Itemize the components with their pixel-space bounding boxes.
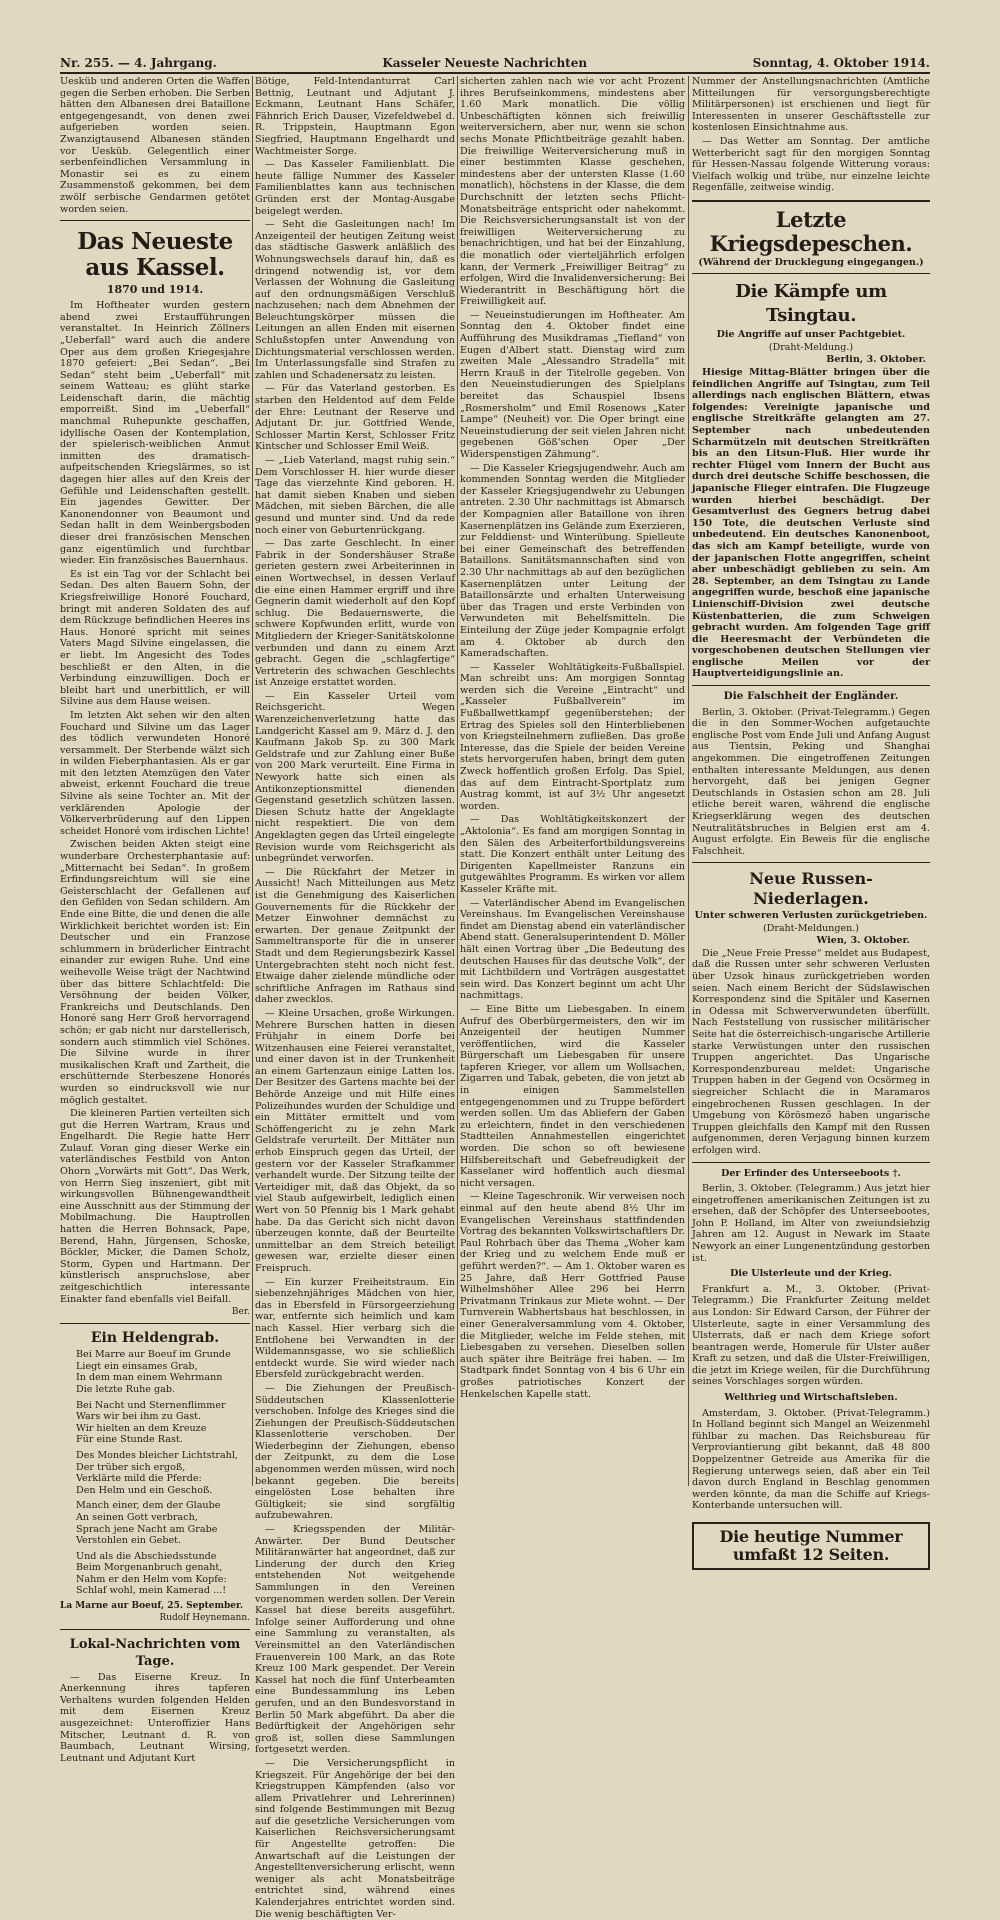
poem-line: In dem man einem Wehrmann [76, 1372, 223, 1384]
paragraph: Zwischen beiden Akten steigt eine wunderbare Orchesterphantasie auf: „Mitternacht bei Sedan“. In großem Erfindungsreichtum will sie eine Geisterschlacht der Gefallenen auf den Gefilden von Sedan schildern. Am Ende eine Bitte, die und denen die alle Wirklichkeit berichtet worden ist: Ein Deutscher und ein Franzose schlummern in brüderlicher Eintracht einander zur ewigen Ruhe. Und eine weihevolle Weise trägt der Nachtwind über das bittere Schlachtfeld: Die Versöhnung der beiden Völker, Frankreichs und Deutschlands. Den Honoré sang Herr Groß hervorragend schön; er gab nicht nur darstellerisch, sondern auch stimmlich viel Schönes. Die Silvine wurde in ihrer musikalischen Kraft und Zartheit, die erschütternde Sterbeszene Honorés wurden so eindrucksvoll wie nur möglich gestaltet. [60, 839, 250, 1106]
dateline: Wien, 3. Oktober. [816, 935, 910, 947]
column-2 [255, 76, 455, 1920]
poem-line: Beim Morgenanbruch genaht, [76, 1562, 223, 1574]
subheadline: Unter schweren Verlusten zurückgetrieben. [694, 910, 928, 922]
paragraph: Nummer der Anstellungsnachrichten (Amtliche Mitteilungen für versorgungsberechtigte Militärpersonen) ist erschienen und liegt für Interessenten in unserer Geschäftsstelle zur kostenlosen Einsichtnahme aus. [692, 76, 930, 134]
poem-line: Wir hielten an dem Kreuze [76, 1422, 207, 1434]
poem-line: Den Helm und ein Geschoß. [76, 1484, 213, 1496]
paragraph: — Das Wetter am Sonntag. Der amtliche Wetterbericht sagt für den morgigen Sonntag für Hessen-Nassau folgende Witterung voraus: Vielfach wolkig und trübe, nur einzelne leichte Regenfälle, zeitweise windig. [692, 135, 930, 194]
column-divider [457, 76, 458, 1486]
paragraph: Bötige, Feld-Intendanturrat Carl Bettnig, Leutnant und Adjutant J. Eckmann, Leutnant Hans Schäfer, Fähnrich Erich Dauser, Vizefeldwebel d. R. Trippstein, Hauptmann Egon Siegfried, Hauptmann Engelhardt und Wachtmeister Sorge. [255, 76, 455, 157]
paragraph: — Das Wohltätigkeitskonzert der „Aktolonia“. Es fand am morgigen Sonntag in den Sälen des Arbeiterfortbildungsvereins statt. Die Konzert enthält unter Leitung des Dirigenten Kapellmeister Ranzuns ein gutgewähltes Programm. Es wirken vor allem Kasseler Kräfte mit. [460, 814, 685, 895]
paragraph: — Die Rückfahrt der Metzer in Aussicht! Nach Mitteilungen aus Metz ist die Genehmigung des Kaiserlichen Gouvernements für die Rückkehr der Metzer Einwohner demnächst zu erwarten. Der genaue Zeitpunkt der Sammeltransporte für die in unserer Stadt und dem Regierungsbezirk Kassel Untergebrachten steht noch nicht fest. Etwaige daher zielende mündliche oder schriftliche Anfragen im Rathaus sind daher zwecklos. [255, 866, 455, 1006]
paragraph: Im letzten Akt sehen wir den alten Fouchard und Silvine um das Lager des tödlich verwundeten Honoré versammelt. Der Sterbende wälzt sich in wilden Fieberphantasien. Als er gar mit den letzten Atemzügen den Vater abweist, erkennt Fouchard die treue Silvine als seine Tochter an. Mit der verklärenden Apologie der Völkerverbrüderung auf den Lippen scheidet Honoré vom irdischen Lichte! [60, 709, 250, 837]
poem-line: Verklärte mild die Pferde: [76, 1473, 202, 1485]
paragraph: — Das Eiserne Kreuz. In Anerkennung ihres tapferen Verhaltens wurden folgenden Helden mit dem Eisernen Kreuz ausgezeichnet: Unteroffizier Hans Mitscher, Leutnant d. R. von Baumbach, Leutnant Wirsing, Leutnant und Adjutant Kurt [60, 1671, 250, 1764]
column-divider [252, 76, 253, 1486]
masthead-line [60, 54, 930, 72]
dateline: Berlin, 3. Oktober. [826, 354, 926, 366]
divider [692, 273, 930, 274]
paragraph: — Vaterländischer Abend im Evangelischen Vereinshaus. Im Evangelischen Vereinshause findet am Dienstag abend ein vaterländischer Abend statt. Generalsuperintendent D. Möller hält einen Vortrag über „Die Bedeutung des deutschen Hauses für das deutsche Volk“, der mit Lichtbildern und Vorträgen ausgestattet sein wird. Das Konzert beginnt um acht Uhr nachmittags. [460, 897, 685, 1002]
author-signature: Ber. [231, 1307, 250, 1318]
page-count-box: Die heutige Nummer umfaßt 12 Seiten. [692, 1522, 930, 1570]
poem-line: Sprach jene Nacht am Grabe [76, 1523, 218, 1535]
paragraph: Amsterdam, 3. Oktober. (Privat-Telegramm.) In Holland beginnt sich Mangel an Weizenmehl fühlbar zu machen. Das Reichsbureau für Verproviantierung gibt bekannt, daß 48 800 Doppelzentner Getreide aus Amerika für die Regierung unterwegs seien, daß aber ein Teil davon durch England in Beschlag genommen werden könnte, da man die Schiffe auf Kriegs-Konterbande untersuchen will. [692, 1407, 930, 1512]
poem-line: Bei Marre aur Boeuf im Grunde [76, 1349, 231, 1361]
paragraph: — Für das Vaterland gestorben. Es starben den Heldentod auf dem Felde der Ehre: Leutnant der Reserve und Adjutant Dr. jur. Gottfried Wende, Schlosser Martin Kerst, Schlosser Fritz Kintscher und Schlosser Emil Weiß. [255, 383, 455, 453]
paragraph: — Ein kurzer Freiheitstraum. Ein siebenzehnjähriges Mädchen von hier, das in Ebersfeld in Fürsorgeerziehung war, entfernte sich heimlich und kam nach Kassel. Hier verbarg sich die Entflohene bei Verwandten in der Wildemannsgasse, wo sie schließlich entdeckt wurde. Sie wird wieder nach Ebersfeld zurückgebracht werden. [255, 1276, 455, 1381]
newspaper-name: Kasseler Neueste Nachrichten [382, 56, 588, 70]
poem-line: Für eine Stunde Rast. [76, 1434, 183, 1446]
poem-line: Liegt ein einsames Grab, [76, 1360, 198, 1372]
paragraph: — Kriegsspenden der Militär-Anwärter. Der Bund Deutscher Militäranwärter hat angeordnet, daß zur Linderung der durch den Krieg entstehenden Not weitgehende Sammlungen in den Vereinen vorgenommen werden sollen. Der Verein Kassel hat diese bereits ausgeführt. Infolge seiner Aufforderung und ohne eine Sammlung zu veranstalten, als Vereinsmittel an den Vaterländischen Frauenverein 100 Mark, an das Rote Kreuz 100 Mark gespendet. Der Verein Kassel hat noch die fünf Unterbeamten eine Bundessammlung ins Leben gerufen, und an den Bundesvorstand in Berlin 50 Mark abgeführt. Da aber die Bedürftigkeit der Angehörigen sehr groß ist, sollen diese Sammlungen fortgesetzt werden. [255, 1524, 455, 1756]
paragraph: Frankfurt a. M., 3. Oktober. (Privat-Telegramm.) Die Frankfurter Zeitung meldet aus London: Sir Edward Carson, der Führer der Ulsterleute, sagte in einer Versammlung des Ulsterrats, daß er nach dem Kriege sofort beantragen werde, Homerule für Ulster außer Kraft zu setzen, und daß die Ulster-Freiwilligen, die jetzt im Kriege weilen, für die Durchführung seines Vorschlages sorgen würden. [692, 1283, 930, 1388]
paragraph: — Das zarte Geschlecht. In einer Fabrik in der Sondershäuser Straße gerieten gestern zwei Arbeiterinnen in einen Wortwechsel, in dessen Verlauf die eine einen Hammer ergriff und ihre Gegnerin damit wiederholt auf den Kopf schlug. Die Bedauernswerte, die schwere Kopfwunden erlitt, wurde von Mitgliedern der Krieger-Sanitätskolonne verbunden und dann zu einem Arzt gebracht. Gegen die „schlagfertige“ Vertreterin des schwachen Geschlechts ist Anzeige erstattet worden. [255, 538, 455, 689]
divider [60, 1629, 250, 1630]
poem [76, 1349, 250, 1597]
paragraph: — Eine Bitte um Liebesgaben. In einem Aufruf des Oberbürgermeisters, den wir im Anzeigenteil der heutigen Nummer veröffentlichen, wird die Kasseler Bürgerschaft um Liebesgaben für unsere tapferen Krieger, vor allem um Wollsachen, Zigarren und Tabak, gebeten, die von jetzt ab in einigen Sammelstellen entgegengenommen und zu Truppe befördert werden sollen. Um das Abliefern der Gaben zu erleichtern, findet in den verschiedenen Stadtteilen Annahmestellen eingerichtet worden. Die schon so oft bewiesene Hilfsbereitschaft und Gebefreudigkeit der Kasselaner wird hoffentlich auch diesmal nicht versagen. [460, 1003, 685, 1189]
paragraph: Es ist ein Tag vor der Schlacht bei Sedan. Des alten Bauern Sohn, der Kriegsfreiwillige Honoré Fouchard, bringt mit anderen Soldaten des auf dem Rückzuge befindlichen Heeres ins Haus. Honoré spricht mit seines Vaters Magd Silvine eingelassen, die er liebt. Im Angesicht des Todes beschließt er den Alten, in die Verbindung einzuwilligen. Doch er bleibt hart und unerbittlich, er will Silvine aus dem Hause weisen. [60, 568, 250, 708]
column-divider [688, 76, 689, 1486]
poem-place: La Marne aur Boeuf, 25. September. [60, 1601, 244, 1612]
divider [692, 685, 930, 686]
poem-line: An seinen Gott verbrach, [76, 1511, 198, 1523]
article-title-1870: 1870 und 1914. [106, 283, 204, 297]
poem-line: Des Mondes bleicher Lichtstrahl, [76, 1449, 238, 1461]
poem-line: Nahm er den Helm vom Kopfe: [76, 1573, 227, 1585]
headline-tsingtau: Die Kämpfe um Tsingtau. [735, 281, 887, 327]
source-line: (Draht-Meldung.) [768, 341, 854, 353]
paragraph: — Neueinstudierungen im Hoftheater. Am Sonntag den 4. Oktober findet eine Aufführung des Musikdramas „Tiefland“ von Eugen d'Albert statt. Dienstag wird zum zweiten Male „Alessandro Stradella“ mit Herrn Krauß in der Titelrolle gegeben. Von den Neueinstudierungen des Spielplans bereitet das Schauspiel Ibsens „Rosmersholm“ und Emil Rosenows „Kater Lampe“ (Neuheit) vor. Die Oper bringt eine Neueinstudierung der seit vielen Jahren nicht gegebenen Göß'schen Oper „Der Widerspenstigen Zähmung“. [460, 309, 685, 460]
subheadline: Die Angriffe auf unser Pachtgebiet. [716, 329, 906, 341]
paragraph: — „Lieb Vaterland, magst ruhig sein.“ Dem Vorschlosser H. hier wurde dieser Tage das vierzehnte Kind geboren. H. hat damit sieben Knaben und sieben Mädchen, mit sieben Bärchen, die alle gesund und munter sind. Und da rede noch einer von Geburtenrückgang. [255, 455, 455, 536]
column-1 [60, 76, 250, 1764]
paragraph: Die „Neue Freie Presse“ meldet aus Budapest, daß die Russen unter sehr schweren Verlusten über Uzsok hinaus zurückgetrieben worden seien. Nach einem Bericht der Südslawischen Korrespondenz sind die Spitäler und Kasernen in Odessa mit Schwerverwundeten überfüllt. Nach Feststellung von russischer militärischer Seite hat die österreichisch-ungarische Artillerie starke Verwüstungen unter den russischen Truppen angerichtet. Das Ungarische Korrespondenzbureau meldet: Ungarische Truppen haben in der Gegend von Ocsörmeg in siegreicher Schlacht die in Maramaros eingebrochenen Russen geschlagen. In der Umgebung von Körösmező haben ungarische Truppen gleichfalls den Kampf mit den Russen aufgenommen, deren Verjagung binnen kurzem erfolgen wird. [692, 947, 930, 1156]
divider [60, 1323, 250, 1324]
paragraph: Im Hoftheater wurden gestern abend zwei Erstaufführungen veranstaltet. In Heinrich Zöllners „Ueberfall“ ward auch die andere Oper aus dem großen Kriegesjahre 1870 gefeiert: „Bei Sedan“. „Bei Sedan“ steht beim „Ueberfall“ mit seinem Watteau; es glüht starke Leidenschaft darin, die mächtig emporreißt. Sind im „Ueberfall“ manchmal Ruhepunkte geschaffen, idyllische Oasen der Kontemplation, der spielerisch-weiblichen Anmut inmitten des dramatisch-aufpeitschenden Kriegslärmes, so ist dagegen hier alles auf den Kreis der Gefühle und Leidenschaften gestellt. Ein jagendes Gewitter. Der Kanonendonner von Beaumont und Sedan hallt in dem Weinbergsboden dieser drei französischen Menschen ganz eigentümlich und furchtbar wieder. Ein französisches Bauernhaus. [60, 300, 250, 567]
paragraph: — Die Ziehungen der Preußisch-Süddeutschen Klassenlotterie verschoben. Infolge des Krieges sind die Ziehungen der Preußisch-Süddeutschen Klassenlotterie verschoben. Der Wiederbeginn der Ziehungen, ebenso der Zeitpunkt, zu dem die Lose abgenommen werden müssen, wird noch bekannt gegeben. Die bereits eingelösten Lose behalten ihre Gültigkeit; sie sind sorgfältig aufzubewahren. [255, 1382, 455, 1522]
source-line: (Draht-Meldungen.) [763, 922, 859, 934]
article-albania: Uesküb und anderen Orten die Waffen gegen die Serben erhoben. Die Serben hätten den Albanesen drei Bataillone entgegengesandt, von denen zwei aufgerieben worden seien. Zwanzigtausend Albanesen ständen vor Uesküb. Gelegentlich einer serbenfeindlichen Versammlung in Monastir sei es zu einem Zusammenstoß gekommen, bei dem zwölf serbische Gendarmen getötet worden seien. [60, 76, 250, 215]
headline-engl: Die Falschheit der Engländer. [723, 690, 899, 703]
column-3 [460, 76, 685, 1486]
paragraph: — Kleine Ursachen, große Wirkungen. Mehrere Burschen hatten in diesen Frühjahr in einem Dorfe bei Witzenhausen eine Feierei veranstaltet, und einer davon ist in der Trunkenheit an einem Gartenzaun einige Latten los. Der Besitzer des Gartens machte bei der Behörde Anzeige und mit Hilfe eines Polizeihundes wurden der Schuldige und ein Mittäter ermittelt und vom Schöffengericht zu je zehn Mark Geldstrafe verurteilt. Der Mittäter nun erhob Einspruch gegen das Urteil, der gestern vor der Kasseler Strafkammer verhandelt wurde. Der Sitzung teilte der Verteidiger mit, daß das Objekt, da so viel Staub aufgewirbelt, lediglich einen Wert von 50 Pfennig bis 1 Mark gehabt habe. Da das Gericht sich nicht davon überzeugen konnte, daß der Beurteilte unmittelbar an dem Streich beteiligt gewesen war, erzielte dieser einen Freispruch. [255, 1007, 455, 1274]
issue-number: Nr. 255. — 4. Jahrgang. [60, 56, 217, 70]
headline-holland: Der Erfinder des Unterseeboots †. [721, 1167, 901, 1179]
paragraph: — Das Kasseler Familienblatt. Die heute fällige Nummer des Kasseler Familienblattes kann aus technischen Gründen erst der Montag-Ausgabe beigelegt werden. [255, 159, 455, 217]
paragraph: — Kasseler Wohltätigkeits-Fußballspiel. Man schreibt uns: Am morgigen Sonntag werden sich die Vereine „Eintracht“ und „Kasseler Fußballverein“ im Fußballwettkampf gegenüberstehen; der Ertrag des Spieles soll den Hinterbliebenen von Kriegsteilnehmern zufließen. Das große Interesse, das die Spiele der beiden Vereine stets hervorgerufen haben, bringt dem guten Zweck hoffentlich großen Erfolg. Das Spiel, das auf dem Eintracht-Sportplatz zum Austrag kommt, ist auf 3½ Uhr angesetzt worden. [460, 661, 685, 812]
poem-title: Ein Heldengrab. [90, 1330, 220, 1347]
paragraph: Die kleineren Partien verteilten sich gut die Herren Wartram, Kraus und Engelhardt. Die Regie hatte Herr Zulauf. Voran ging dieser Werke ein vaterländisches Festbild von Anton Ohorn „Vorwärts mit Gott“. Das Werk, von Herrn Sieg inszeniert, gibt mit wirkungsvollen Bühnengewandtheit eine Ausschnitt aus der Stimmung der Mobilmachung. Die Hauptrollen hatten die Herren Bohnsack, Pape, Berend, Hahn, Jürgensen, Schoske, Böckler, Micker, die Damen Scholz, Storm, Gypen und Hartmann. Der künstlerisch anspruchslose, aber zeitgeschichtlich interessante Einakter fand ebenfalls viel Beifall. [60, 1108, 250, 1305]
divider [692, 862, 930, 863]
section-title-lokal: Lokal-Nachrichten vom Tage. [69, 1636, 241, 1669]
paragraph: — Kleine Tageschronik. Wir verweisen noch einmal auf den heute abend 8½ Uhr im Evangelischen Vereinshaus stattfindenden Vortrag des bekannten Volkswirtschaftlers Dr. Paul Rohrbach über das Thema „Woher kam der Krieg und zu welchem Ende muß er geführt werden?“. — Am 1. Oktober waren es 25 Jahre, daß Herr Gottfried Pause Wilhelmshöher Allee 296 bei Herrn Privatmann Trinkaus zur Miete wohnt. — Der Turnverein Wabhertsbaus hat beschlossen, in einer Generalversammlung vom 4. Oktober, die Mitglieder, welche im Felde stehen, mit Liebesgaben zu versehen. Dieselben sollen auch später ihre Beiträge frei haben. — Im Stadtpark findet Sonntag von 4 bis 6 Uhr ein großes patriotisches Konzert der Henkelschen Kapelle statt. [460, 1191, 685, 1400]
issue-date: Sonntag, 4. Oktober 1914. [752, 56, 930, 70]
column-4 [692, 76, 930, 1564]
poem-line: Manch einer, dem der Glaube [76, 1500, 221, 1512]
poem-line: Verstohlen ein Gebet. [76, 1535, 182, 1547]
headline-ulster: Die Ulsterleute und der Krieg. [730, 1268, 892, 1280]
section-title-depeschen: Letzte Kriegsdepeschen. [709, 206, 913, 256]
paragraph: — Ein Kasseler Urteil vom Reichsgericht. Wegen Warenzeichenverletzung hatte das Landgericht Kassel am 9. März d. J. den Kaufmann Jakob Sp. zu 300 Mark Geldstrafe und zur Zahlung einer Buße von 200 Mark verurteilt. Eine Firma in Newyork hatte sich einen als Antikonzeptionsmittel dienenden Gegenstand gesetzlich schützen lassen. Diesen Schutz hatte der Angeklagte nicht respektiert. Die von dem Angeklagten gegen das Urteil eingelegte Revision wurde vom Reichsgericht als unbegründet verworfen. [255, 690, 455, 865]
divider [692, 200, 930, 202]
divider [692, 1162, 930, 1163]
headline-russen: Neue Russen-Niederlagen. [749, 869, 873, 909]
paragraph: — Die Versicherungspflicht in Kriegszeit. Für Angehörige der bei den Kriegstruppen Kämpfenden (also vor allem Privatlehrer und Lehrerinnen) sind folgende Bestimmungen mit Bezug auf die gesetzliche Versicherungen vom Kaiserlichen Reichsversicherungsamt für Angestellte getroffen: Die Anwartschaft auf die Leistungen der Angestelltenversicherung erlischt, wenn weniger als acht Monatsbeiträge entrichtet sind, während eines Kalenderjahres entrichtet worden sind. Die wenig beschäftigten Ver- [255, 1757, 455, 1920]
section-subtitle: (Während der Drucklegung eingegangen.) [698, 256, 924, 268]
section-title-kassel: Das Neueste aus Kassel. [77, 228, 233, 282]
poem-line: Schlaf wohl, mein Kamerad ...! [76, 1585, 227, 1597]
divider [60, 220, 250, 221]
paragraph: Berlin, 3. Oktober. (Telegramm.) Aus jetzt hier eingetroffenen amerikanischen Zeitungen ist zu ersehen, daß der Schöpfer des Unterseebootes, John P. Holland, im Alter von zweiundsiebzig Jahren am 12. August in Newark im Staate Newyork an einer Lungenentzündung gestorben ist. [692, 1183, 930, 1264]
poem-author: Rudolf Heynemann. [159, 1612, 250, 1623]
poem-line: Der trüber sich ergoß, [76, 1461, 186, 1473]
poem-line: Bei Nacht und Sternenflimmer [76, 1399, 226, 1411]
headline-wirtschaft: Welthrieg und Wirtschaftsleben. [724, 1392, 898, 1404]
poem-line: Wars wir bei ihm zu Gast. [76, 1411, 202, 1423]
paragraph: Hiesige Mittag-Blätter bringen über die feindlichen Angriffe auf Tsingtau, zum Teil allerdings nach englischen Blättern, etwas folgendes: Vereinigte japanische und englische Streitkräfte gelangten am 27. September nach unbedeutenden Scharmützeln mit deutschen Streitkräften bis an den Litsun-Fluß. Hier wurde ihr rechter Flügel vom Innern der Bucht aus durch drei deutsche Schiffe beschossen, die japanische Flieger eintrafen. Die Flugzeuge wurden hierbei beschädigt. Der Gesamtverlust des Gegners betrug dabei 150 Tote, die deutschen Verluste sind unbedeutend. Ein deutsches Kanonenboot, das sich am Kampf beteiligte, wurde von der japanischen Flotte angegriffen, scheint aber unbeschädigt geblieben zu sein. Am 28. September, an dem Tsingtau zu Lande angegriffen wurde, beschoß eine japanische Linienschiff-Division zwei deutsche Küstenbatterien, die zum Schweigen gebracht wurden. Am folgenden Tage griff die Heeresmacht der Verbündeten die vorgeschobenen deutschen Stellungen vier englische Meilen vor der Hauptverteidigungslinie an. [692, 367, 930, 680]
paragraph: Berlin, 3. Oktober. (Privat-Telegramm.) Gegen die in den Sommer-Wochen aufgetauchte englische Post vom Ende Juli und Anfang August aus Tientsin, Peking und Shanghai angekommen. Die eingetroffenen Zeitungen enthalten interessante Meldungen, aus denen hervorgeht, daß bei jenigen Gegner Deutschlands in Ostasien schon am 28. Juli etliche bereit waren, während die englische Kriegserklärung wegen des deutschen Neutralitätsbruches in Belgien erst am 4. August erfolgte. Ein Beweis für die englische Falschheit. [692, 706, 930, 857]
paragraph: sicherten zahlen nach wie vor acht Prozent ihres Berufseinkommens, mindestens aber 1.60 Mark monatlich. Die völlig Unbeschäftigten können sich freiwillig weiterversichern, aber nur, wenn sie schon sechs Monate Pflichtbeiträge gezahlt haben. Die freiwillige Weiterversicherung muß in einer bestimmten Klasse geschehen, mindestens aber der untersten Klasse (1.60 monatlich), höchstens in der Klasse, die dem Durchschnitt der letzten sechs Pflicht-Monatsbeiträge entspricht oder nahekommt. Die Reichsversicherungsanstalt ist von der freiwilligen Weiterversicherung zu benachrichtigen, und hat bei der Einzahlung, die monatlich oder vierteljährlich erfolgen kann, der Vermerk „Freiwilliger Beitrag“ zu erfolgen, Wird die Invalidenversicherung: Bei Wiederantritt in Beschäftigung hört die Freiwilligkeit auf. [460, 76, 685, 308]
poem-line: Die letzte Ruhe gab. [76, 1383, 176, 1395]
paragraph: — Die Kasseler Kriegsjugendwehr. Auch am kommenden Sonntag werden die Mitglieder der Kasseler Kriegsjugendwehr zu Uebungen antreten. 2.30 Uhr nachmittags ist Abmarsch der Kompagnien aller Bataillone von ihren Kasernenplätzen ins Gelände zum Exerzieren, zur Felddienst- und Winterübung. Spielleute bei einer Gemeinschaft des betreffenden Bataillons. Sanitätsmannschaften sind von 2.30 Uhr nachmittags ab auf den bezüglichen Kasernenplätzen unter Leitung der Bataillonsärzte und erhalten Unterweisung über das Tragen und erste Verbinden von Verwundeten mit Behelfsmitteln. Die Einteilung der Züge jeder Kompagnie erfolgt am 4. Oktober ab durch den Kameradschaften. [460, 462, 685, 660]
poem-line: Und als die Abschiedsstunde [76, 1550, 217, 1562]
header-rule [60, 72, 930, 74]
paragraph: — Seht die Gasleitungen nach! Im Anzeigenteil der heutigen Zeitung weist das städtische Gaswerk anläßlich des Wohnungswechsels darauf hin, daß es dringend notwendig ist, vor dem Verlassen der Wohnung die Gasleitung auf den ordnungsmäßigen Verschluß nachzusehen; nach dem Abnehmen der Beleuchtungskörper müssen die Leitungen an allen Enden mit eisernen Schlußstopfen unter Anwendung von Dichtungsmaterial verschlossen werden. Im Unterlassungsfalle sind Strafen zu zahlen und Schadenersatz zu leisten. [255, 219, 455, 381]
